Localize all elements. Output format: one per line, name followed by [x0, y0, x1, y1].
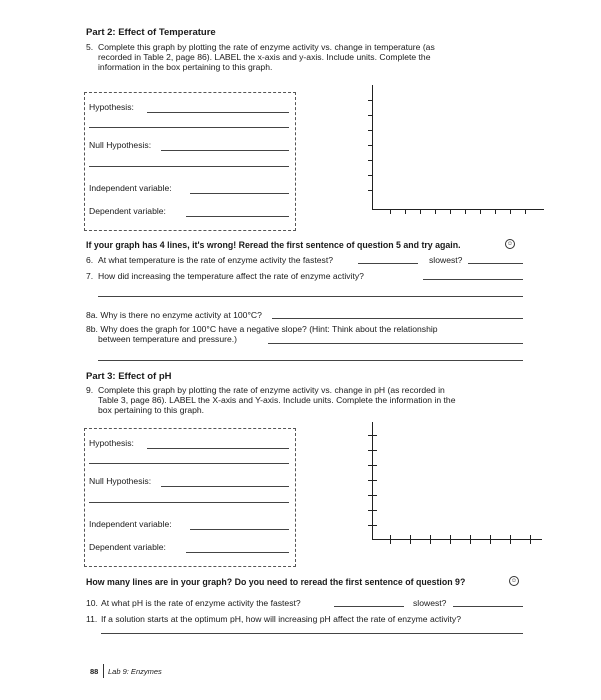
temp-x-tick	[390, 209, 391, 214]
ph-x-tick	[530, 535, 531, 544]
temp-hypothesis-blank[interactable]	[147, 112, 289, 113]
ph-x-tick	[510, 535, 511, 544]
temp-independent-label: Independent variable:	[89, 183, 172, 193]
ph-y-tick	[368, 450, 377, 451]
ph-x-tick	[450, 535, 451, 544]
ph-graph-x-axis	[372, 539, 542, 540]
temp-x-tick	[450, 209, 451, 214]
ph-x-tick	[470, 535, 471, 544]
temp-warning: If your graph has 4 lines, it's wrong! Reread the first sentence of question 5 and try again.	[86, 240, 461, 250]
q9-number: 9.	[86, 385, 94, 395]
q9-line-1: Complete this graph by plotting the rate of enzyme activity vs. change in pH (as recorded in	[98, 385, 445, 395]
q8a-text: 8a. Why is there no enzyme activity at 100°C?	[86, 310, 262, 320]
temp-x-tick	[435, 209, 436, 214]
ph-graph-y-axis	[372, 422, 373, 540]
ph-x-tick	[430, 535, 431, 544]
ph-y-tick	[368, 465, 377, 466]
temp-y-tick	[368, 130, 373, 131]
temp-independent-blank[interactable]	[190, 193, 289, 194]
q10-text: At what pH is the rate of enzyme activity the fastest?	[101, 598, 301, 608]
ph-x-tick	[390, 535, 391, 544]
q5-line-3: information in the box pertaining to this graph.	[98, 62, 273, 72]
temp-x-tick	[495, 209, 496, 214]
q11-answer-blank[interactable]	[101, 633, 523, 634]
ph-x-tick	[490, 535, 491, 544]
temp-hypothesis-label: Hypothesis:	[89, 102, 134, 112]
q8b-line-1: 8b. Why does the graph for 100°C have a negative slope? (Hint: Think about the relationship	[86, 324, 438, 334]
q5-line-2: recorded in Table 2, page 86). LABEL the x-axis and y-axis. Include units. Complete the	[98, 52, 431, 62]
ph-y-tick	[368, 480, 377, 481]
q10-fastest-blank[interactable]	[334, 606, 404, 607]
ph-null-hypothesis-blank-2[interactable]	[89, 502, 289, 503]
q5-line-1: Complete this graph by plotting the rate of enzyme activity vs. change in temperature (as	[98, 42, 435, 52]
ph-y-tick	[368, 495, 377, 496]
temp-null-hypothesis-blank-2[interactable]	[89, 166, 289, 167]
q6-number: 6.	[86, 255, 94, 265]
q8b-answer-blank-2[interactable]	[98, 360, 523, 361]
temp-x-tick	[405, 209, 406, 214]
page-number: 88	[90, 667, 99, 676]
q7-answer-blank[interactable]	[423, 279, 523, 280]
ph-y-tick	[368, 435, 377, 436]
temp-y-tick	[368, 100, 373, 101]
temp-dependent-label: Dependent variable:	[89, 206, 166, 216]
ph-x-tick	[410, 535, 411, 544]
temp-graph-x-axis	[372, 209, 544, 210]
q8a-answer-blank[interactable]	[272, 318, 523, 319]
ph-dependent-blank[interactable]	[186, 552, 289, 553]
temp-x-tick	[465, 209, 466, 214]
q10-slowest-blank[interactable]	[453, 606, 523, 607]
part2-title: Part 2: Effect of Temperature	[86, 27, 216, 38]
ph-null-hypothesis-label: Null Hypothesis:	[89, 476, 152, 486]
temp-x-tick	[525, 209, 526, 214]
temp-x-tick	[510, 209, 511, 214]
temp-x-tick	[420, 209, 421, 214]
ph-hypothesis-blank-2[interactable]	[89, 463, 289, 464]
smiley-icon: ☺	[510, 578, 518, 584]
q9-line-3: box pertaining to this graph.	[98, 405, 205, 415]
q6-text: At what temperature is the rate of enzyme activity the fastest?	[98, 255, 334, 265]
ph-lines-question: How many lines are in your graph? Do you need to reread the first sentence of question 9?	[86, 577, 466, 587]
ph-hypothesis-label: Hypothesis:	[89, 438, 134, 448]
ph-independent-label: Independent variable:	[89, 519, 172, 529]
temp-dependent-blank[interactable]	[186, 216, 289, 217]
ph-y-tick	[368, 525, 377, 526]
temp-hypothesis-blank-2[interactable]	[89, 127, 289, 128]
q9-line-2: Table 3, page 86). LABEL the X-axis and Y-axis. Include units. Complete the information in the	[98, 395, 456, 405]
lab-title: Lab 9: Enzymes	[108, 667, 162, 676]
temp-y-tick	[368, 115, 373, 116]
ph-independent-blank[interactable]	[190, 529, 289, 530]
q11-text: If a solution starts at the optimum pH, how will increasing pH affect the rate of enzyme activity?	[101, 614, 461, 624]
q7-text: How did increasing the temperature affect the rate of enzyme activity?	[98, 271, 364, 281]
footer-divider	[103, 664, 104, 678]
q10-slowest: slowest?	[413, 598, 447, 608]
ph-hypothesis-blank[interactable]	[147, 448, 289, 449]
temp-null-hypothesis-label: Null Hypothesis:	[89, 140, 152, 150]
temp-y-tick	[368, 145, 373, 146]
q8b-answer-blank[interactable]	[268, 343, 523, 344]
q6-slowest: slowest?	[429, 255, 463, 265]
ph-y-tick	[368, 510, 377, 511]
part3-title: Part 3: Effect of pH	[86, 371, 172, 382]
ph-null-hypothesis-blank[interactable]	[161, 486, 289, 487]
temp-y-tick	[368, 175, 373, 176]
ph-dependent-label: Dependent variable:	[89, 542, 166, 552]
temp-x-tick	[480, 209, 481, 214]
temp-graph-y-axis	[372, 85, 373, 210]
q11-number: 11.	[86, 614, 98, 624]
q6-slowest-blank[interactable]	[468, 263, 523, 264]
q5-number: 5.	[86, 42, 94, 52]
q8b-line-2: between temperature and pressure.)	[98, 334, 238, 344]
temp-null-hypothesis-blank[interactable]	[161, 150, 289, 151]
q7-number: 7.	[86, 271, 94, 281]
temp-y-tick	[368, 160, 373, 161]
q10-number: 10.	[86, 598, 98, 608]
smiley-icon: ☺	[506, 241, 514, 247]
temp-y-tick	[368, 190, 373, 191]
q7-answer-blank-2[interactable]	[98, 296, 523, 297]
q6-fastest-blank[interactable]	[358, 263, 418, 264]
